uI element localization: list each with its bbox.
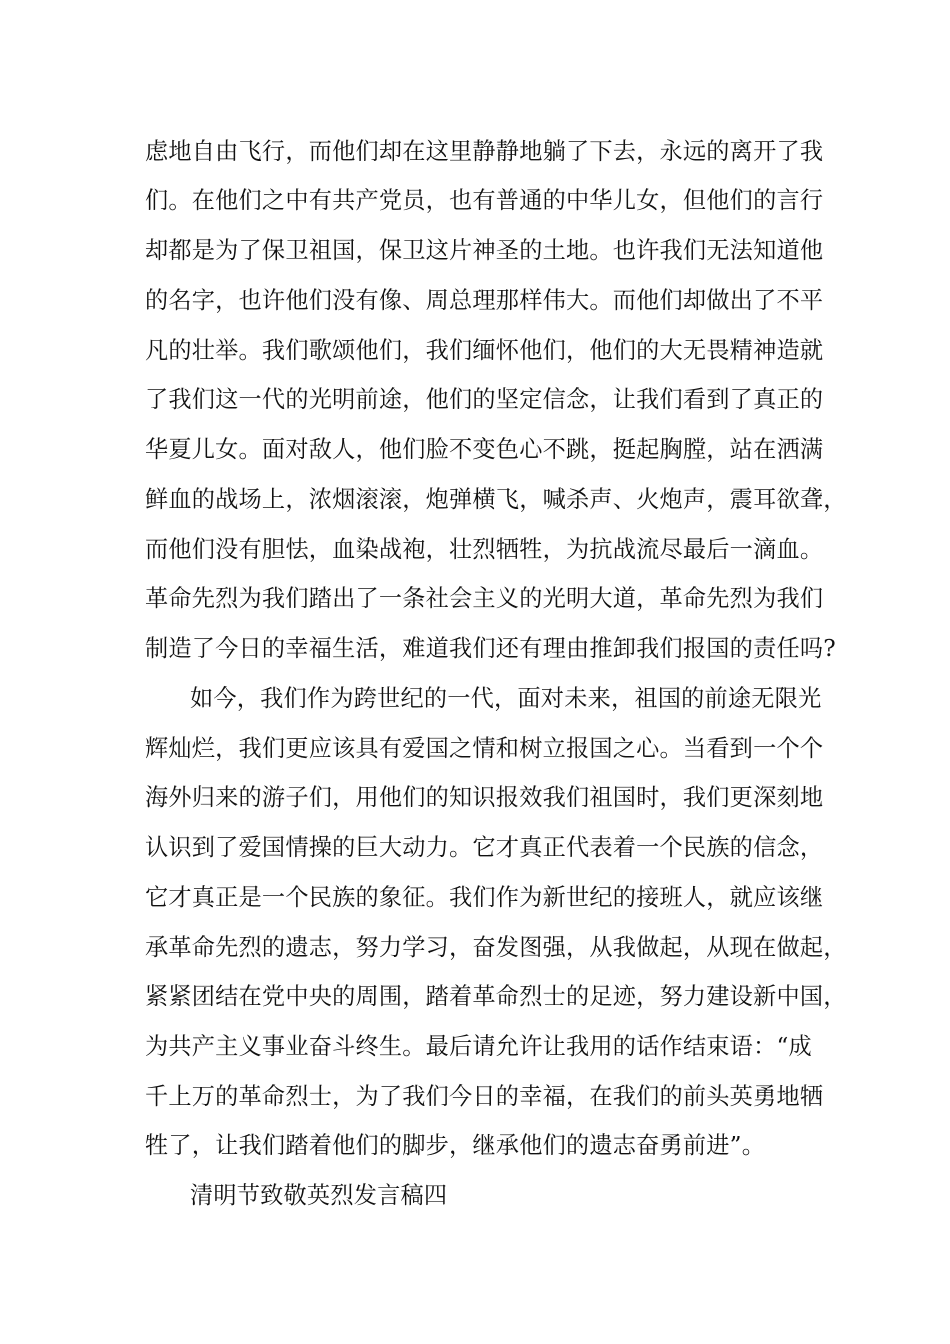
text-line: 紧紧团结在党中央的周围，踏着革命烈士的足迹，努力建设新中国， bbox=[145, 983, 847, 1010]
text-line: 海外归来的游子们，用他们的知识报效我们祖国时，我们更深刻地 bbox=[145, 784, 824, 811]
text-line: 千上万的革命烈士，为了我们今日的幸福，在我们的前头英勇地牺 bbox=[145, 1083, 824, 1110]
text-line: 虑地自由飞行，而他们却在这里静静地躺了下去，永远的离开了我 bbox=[145, 138, 824, 165]
text-line: 了我们这一代的光明前途，他们的坚定信念，让我们看到了真正的 bbox=[145, 386, 824, 413]
text-line: 凡的壮举。我们歌颂他们，我们缅怀他们，他们的大无畏精神造就 bbox=[145, 337, 824, 364]
text-line: 认识到了爱国情操的巨大动力。它才真正代表着一个民族的信念， bbox=[145, 834, 824, 861]
text-line: 承革命先烈的遗志，努力学习，奋发图强，从我做起，从现在做起， bbox=[145, 934, 847, 961]
text-line: 革命先烈为我们踏出了一条社会主义的光明大道，革命先烈为我们 bbox=[145, 585, 824, 612]
text-line: 辉灿烂，我们更应该具有爱国之情和树立报国之心。当看到一个个 bbox=[145, 735, 824, 762]
text-line: 它才真正是一个民族的象征。我们作为新世纪的接班人，就应该继 bbox=[145, 884, 824, 911]
text-line: 鲜血的战场上，浓烟滚滚，炮弹横飞，喊杀声、火炮声，震耳欲聋， bbox=[145, 486, 847, 513]
text-line: 们。在他们之中有共产党员，也有普通的中华儿女，但他们的言行 bbox=[145, 187, 824, 214]
text-line: 而他们没有胆怯，血染战袍，壮烈牺牲，为抗战流尽最后一滴血。 bbox=[145, 536, 824, 563]
paragraph-first-line: 如今，我们作为跨世纪的一代，面对未来，祖国的前途无限光 bbox=[190, 685, 822, 712]
section-heading: 清明节致敬英烈发言稿四 bbox=[190, 1182, 448, 1209]
text-line: 制造了今日的幸福生活，难道我们还有理由推卸我们报国的责任吗? bbox=[145, 635, 836, 662]
text-line: 牲了，让我们踏着他们的脚步，继承他们的遗志奋勇前进”。 bbox=[145, 1132, 766, 1159]
text-line: 华夏儿女。面对敌人，他们脸不变色心不跳，挺起胸膛，站在洒满 bbox=[145, 436, 824, 463]
text-line: 却都是为了保卫祖国，保卫这片神圣的土地。也许我们无法知道他 bbox=[145, 237, 824, 264]
text-line: 为共产主义事业奋斗终生。最后请允许让我用的话作结束语：“成 bbox=[145, 1033, 812, 1060]
text-line: 的名字，也许他们没有像、周总理那样伟大。而他们却做出了不平 bbox=[145, 287, 824, 314]
